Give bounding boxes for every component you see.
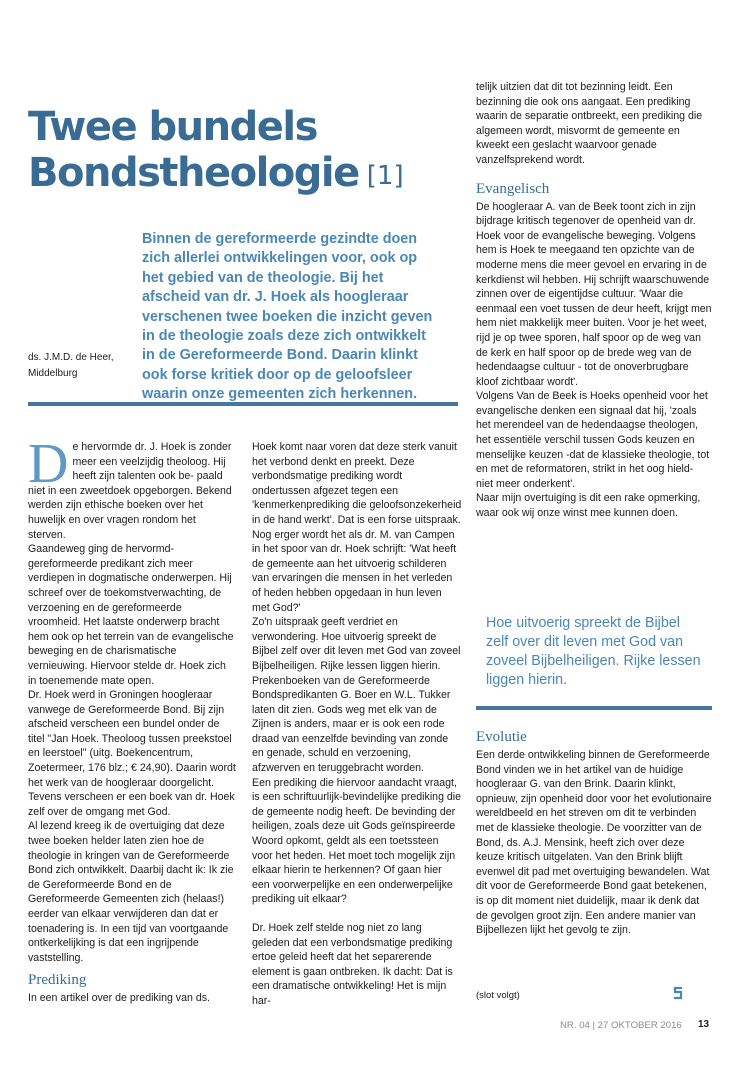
paragraph: Hoek komt naar voren dat deze sterk vanuit het verbond denkt en preekt. Deze verbondsmatige prediking wordt ondertussen afgezet tegen een 'kenmerkenprediking die geloofsonzekerheid in de hand werkt'. Dat is een forse uitspraak. Nog erger wordt het als dr. M. van Campen in het spoor van dr. Hoek schrijft: 'Wat heeft de gemeente aan het uitvoerig schilderen van ervaringen die mensen in het verleden of heden hebben opgedaan in hun leven met God?' (252, 441, 462, 614)
paragraph: Een derde ontwikkeling binnen de Gereformeerde Bond vinden we in het artikel van de huidige hoogleraar G. van den Brink. Daarin klinkt, opnieuw, zijn openheid door voor het evolutionaire wereldbeeld en het streven om dit te verbinden met de klassieke theologie. De voorzitter van de Bond, ds. A.J. Mensink, heeft zich over deze keuze kritisch uitgelaten. Van den Brink blijft evenwel dit pad met overtuiging bewandelen. Wat dit voor de Gereformeerde Bond gaat betekenen, is op dit moment niet duidelijk, maar ik denk dat de gevolgen groot zijn. Een andere manier van Bijbellezen lijkt het gevolg te zijn. (476, 749, 712, 937)
section-heading-evolutie: Evolutie (476, 729, 527, 745)
drop-cap: D (28, 433, 69, 495)
paragraph: Al lezend kreeg ik de overtuiging dat deze twee boeken helder laten zien hoe de theologie in kringen van de Gereformeerde Bond zich ontwikkelt. Daarbij dacht ik: Ik zie de Gereformeerde Bond en de Gereformeerde Gemeenten zich (helaas!) eerder van elkaar verwijderen dan dat er toenadering is. In een tijd van voortgaande ontkerkelijking is dat een ingrijpende vaststelling. (28, 820, 234, 964)
paragraph: Een prediking die hiervoor aandacht vraagt, is een schriftuurlijk-bevindelijke prediking die de gemeente nodig heeft. De bevinding der heiligen, zoals deze uit Gods geïnspireerde Woord opkomt, geldt als een toetssteen voor het heden. Het moet toch mogelijk zijn elkaar hierin te herkennen? Of gaan hier een voorwerpelijke en een onderwerpelijke prediking uit elkaar? (252, 776, 462, 906)
pullquote-divider (476, 706, 712, 710)
paragraph: In een artikel over de prediking van ds. (28, 992, 210, 1005)
paragraph: Naar mijn overtuiging is dit een rake opmerking, waar ook wij onze winst mee kunnen doen. (476, 492, 701, 520)
end-mark-icon (672, 986, 684, 1000)
author-name: ds. J.M.D. de Heer, (28, 352, 114, 363)
column-3-top (476, 80, 712, 521)
section-heading-prediking: Prediking (28, 972, 87, 989)
column-1 (28, 433, 236, 1006)
title-line-2 (28, 150, 468, 199)
article-title (28, 104, 468, 199)
paragraph: telijk uitzien dat dit tot bezinning leidt. Een bezinning die ook ons aangaat. Een prediking waarin de separatie ontbreekt, een prediking die algemeen wordt, misvormt de gemeente en kweekt een geslacht waarvoor genade vanzelfsprekend wordt. (476, 81, 703, 166)
paragraph: Dr. Hoek werd in Groningen hoogleraar vanwege de Gereformeerde Bond. Bij zijn afscheid verscheen een bundel onder de titel "Jan Hoek. Theoloog tussen preekstoel en leerstoel" (uitg. Boekencentrum, Zoetermeer, 176 blz.; € 24,90). Daarin wordt het werk van de hoogleraar doorgelicht. Tevens verscheen er een boek van dr. Hoek zelf over de omgang met God. (28, 689, 236, 818)
paragraph: Dr. Hoek zelf stelde nog niet zo lang geleden dat een verbondsmatige prediking ertoe geleid heeft dat het separerende element is gaan ontbreken. Ik dacht: Dat is een dramatische ontwikkeling! Het is mijn har- (252, 922, 453, 1007)
paragraph: Zo'n uitspraak geeft verdriet en verwondering. Hoe uitvoerig spreekt de Bijbel zelf over dit leven met God van zoveel Bijbelheiligen. Rijke lessen liggen hierin. Prekenboeken van de Gereformeerde Bondspredikanten G. Boer en W.L. Tukker laten dit zien. Gods weg met elk van de Zijnen is anders, maar er is ook een rode draad van eenzelfde bevinding van zonde en genade, schuld en verzoening, afzwerven en teruggebracht worden. (252, 616, 461, 775)
paragraph: Gaandeweg ging de hervormd-gereformeerde predikant zich meer verdiepen in dogmatische onderwerpen. Hij schreef over de toekomstverwachting, de verzoening en de gereformeerde vroomheid. Het laatste onderwerp bracht hem ook op het terrein van de evangelische beweging en de charismatische vernieuwing. Hiervoor stelde dr. Hoek zich in toenemende mate open. (28, 543, 234, 687)
title-word: Bondstheologie (28, 150, 359, 196)
part-marker: [1] (366, 161, 404, 191)
author-byline (28, 350, 128, 382)
intro-first-lines: e hervormde dr. J. Hoek is zonder meer een veelzijdig theoloog. Hij heeft zijn talenten ook be- (72, 441, 232, 483)
column-2 (252, 440, 462, 1009)
article-lead: Binnen de gereformeerde gezindte doen zich allerlei ontwikkelingen voor, ook op het gebied van de theologie. Bij het afscheid van dr. J. Hoek als hoogleraar verschenen twee boeken die inzicht geven in de theologie zoals deze zich ontwikkelt in de Gereformeerde Bond. Daarin klinkt ook forse kritiek door op de geloofsleer waarin onze gemeenten zich herkennen. (142, 231, 433, 403)
paragraph-intro (28, 433, 236, 542)
paragraph: Volgens Van de Beek is Hoeks openheid voor het evangelische denken een signaal dat hij, 'zoals het merendeel van de hedendaagse theologen, het essentiële verschil tussen Gods keuzen en menselijke keuzen -dat de klassieke theologie, tot en met de reformatoren, strikt in het oog hield- niet meer onderkent'. (476, 390, 710, 490)
column-3-bottom (476, 728, 712, 938)
paragraph: De hoogleraar A. van de Beek toont zich in zijn bijdrage kritisch tegenover de openheid van dr. Hoek voor de evangelische beweging. Volgens hem is Hoek te meegaand ten opzichte van de moderne mens die meer gevoel en ervaring in de kerkdienst wil hebben. Hij schrijft waarschuwende zinnen over de eigentijdse cultuur. 'Waar die eenmaal een voet tussen de deur heeft, krijgt men hem niet makkelijk meer buiten. Voor je het weet, rijd je op twee sporen, half spoor op de weg van de kerk en half spoor op de brede weg van de hedendaagse cultuur - tot de onoverbrugbare kloof zichtbaar wordt'. (476, 200, 712, 388)
page-number: 13 (698, 1019, 710, 1030)
title-line-1: Twee bundels (28, 104, 317, 150)
pull-quote: Hoe uitvoerig spreekt de Bijbel zelf over dit leven met God van zoveel Bijbelheiligen. Rijke lessen liggen hierin. (486, 615, 701, 688)
section-heading-evangelisch: Evangelisch (476, 180, 550, 197)
header-divider (28, 402, 458, 406)
issue-info: NR. 04 | 27 OKTOBER 2016 (560, 1020, 682, 1031)
author-place: Middelburg (28, 368, 78, 379)
intro-rest: paald niet in een zweetdoek opgeborgen. Bekend werden zijn ethische boeken over het huwelijk en over vragen rondom het sterven. (28, 470, 232, 541)
continued-note: (slot volgt) (476, 990, 520, 1001)
